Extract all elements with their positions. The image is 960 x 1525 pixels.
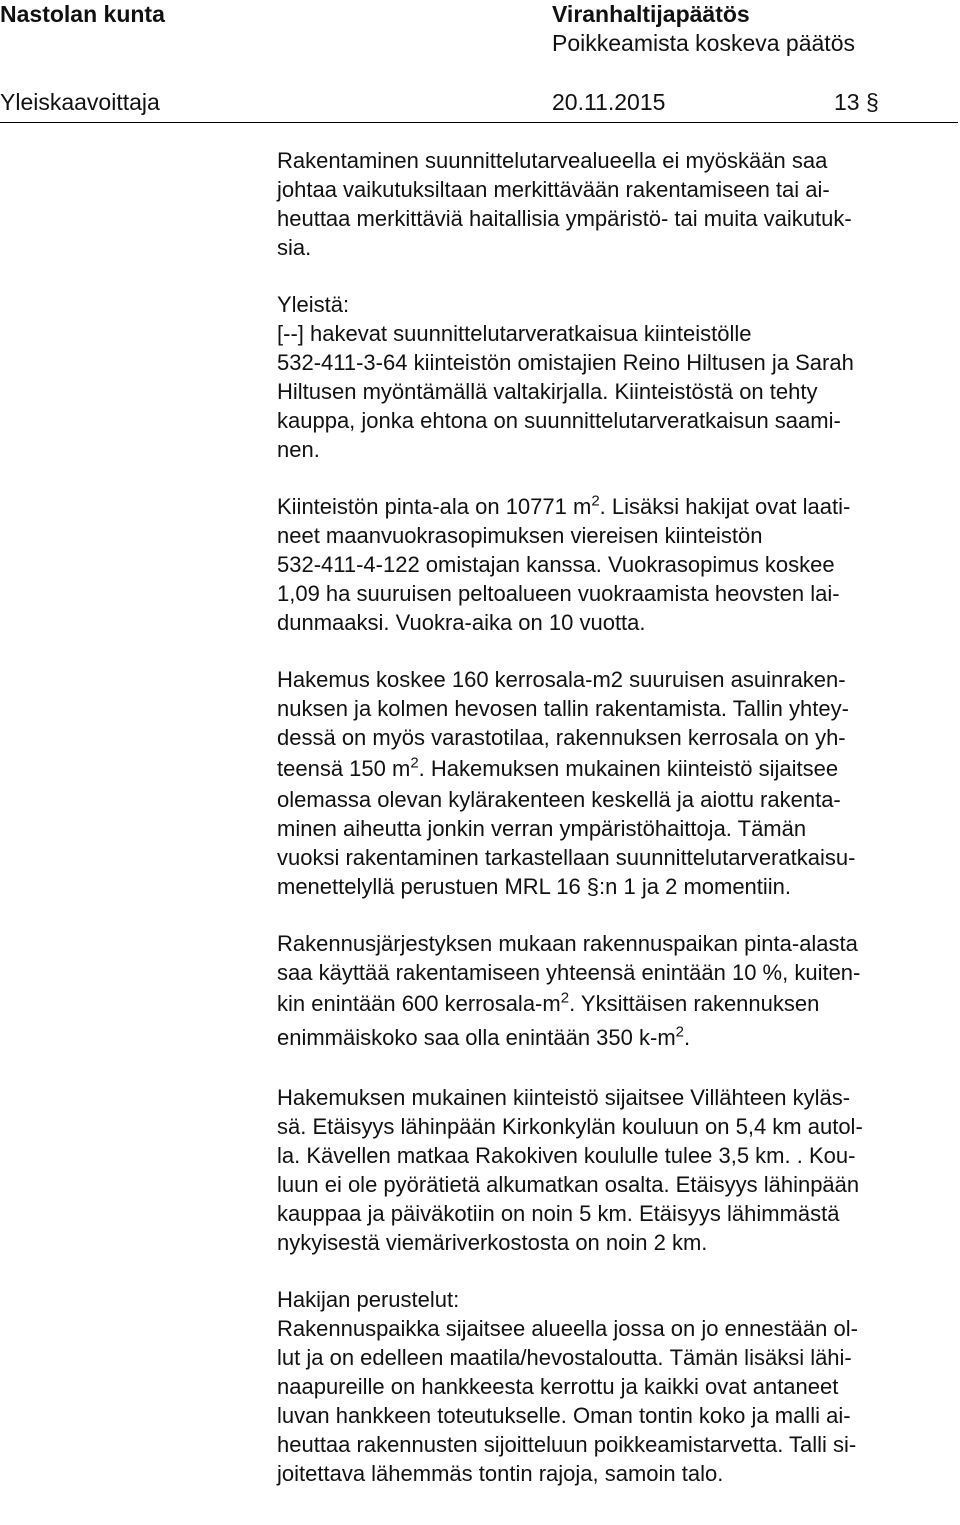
text-line: neet maanvuokrasopimuksen viereisen kiinteistön — [277, 523, 763, 548]
text-run: teensä 150 m — [277, 756, 411, 781]
text-line: johtaa vaikutuksiltaan merkittävään rakentamiseen tai ai- — [277, 177, 830, 202]
text-line: luvan hankkeen toteutukselle. Oman tontin koko ja malli ai- — [277, 1403, 851, 1428]
text-line: dunmaaksi. Vuokra-aika on 10 vuotta. — [277, 610, 646, 635]
text-line: dessä on myös varastotilaa, rakennuksen kerrosala on yh- — [277, 725, 846, 750]
paragraph-1 — [277, 146, 949, 262]
text-line: vuoksi rakentaminen tarkastellaan suunnittelutarveratkaisu- — [277, 845, 856, 870]
text-line: 532-411-3-64 kiinteistön omistajien Reino Hiltusen ja Sarah — [277, 350, 854, 375]
paragraph-general — [277, 290, 949, 464]
text-line: luun ei ole pyörätietä alkumatkan osalta. Etäisyys lähinpään — [277, 1172, 860, 1197]
text-line: joitettava lähemmäs tontin rajoja, samoin talo. — [277, 1461, 724, 1486]
text-line: 532-411-4-122 omistajan kanssa. Vuokrasopimus koskee — [277, 552, 835, 577]
paragraph-applicant-reasons — [277, 1285, 949, 1488]
superscript: 2 — [560, 989, 570, 1007]
text-line: naapureille on hankkeesta kerrottu ja kaikki ovat antaneet — [277, 1374, 839, 1399]
text-run: . Lisäksi hakijat ovat laati- — [599, 494, 851, 519]
text-run: . — [684, 1025, 691, 1050]
text-line: Rakentaminen suunnittelutarvealueella ei myöskään saa — [277, 148, 828, 173]
paragraph-application — [277, 665, 949, 901]
text-line: heuttaa merkittäviä haitallisia ympäristö- tai muita vaikutuk- — [277, 206, 852, 231]
text-run: . Yksittäisen rakennuksen — [569, 991, 820, 1016]
text-run: enimmäiskoko saa olla enintään 350 k-m — [277, 1025, 676, 1050]
text-run: :n 1 ja 2 momentiin. — [599, 874, 792, 899]
text-line: Rakennusjärjestyksen mukaan rakennuspaikan pinta-alasta — [277, 931, 858, 956]
text-line: kauppa, jonka ehtona on suunnittelutarveratkaisun saami- — [277, 408, 841, 433]
text-line: [--] hakevat suunnittelutarveratkaisua kiinteistölle — [277, 321, 752, 346]
text-line: sia. — [277, 235, 312, 260]
decision-date: 20.11.2015 — [552, 89, 666, 115]
text-line: nuksen ja kolmen hevosen tallin rakentamista. Tallin yhtey- — [277, 696, 849, 721]
section-number — [834, 89, 879, 115]
text-line — [277, 492, 949, 521]
text-line: Rakennuspaikka sijaitsee alueella jossa on jo ennestään ol- — [277, 1316, 858, 1341]
text-line: nykyisestä viemäriverkostosta on noin 2 km. — [277, 1230, 708, 1255]
text-line — [277, 872, 949, 901]
organization-name: Nastolan kunta — [0, 1, 165, 27]
text-line: Hakemuksen mukainen kiinteistö sijaitsee Villähteen kyläs- — [277, 1085, 851, 1110]
section-number-value: 13 — [834, 89, 860, 115]
text-line: Hakemus koskee 160 kerrosala-m2 suuruisen asuinraken- — [277, 667, 846, 692]
text-run: kin enintään 600 kerrosala-m — [277, 991, 561, 1016]
text-line: nen. — [277, 437, 320, 462]
superscript: 2 — [410, 754, 419, 772]
text-run: menettelyllä perustuen MRL 16 — [277, 874, 587, 899]
text-line: minen aiheutta jonkin verran ympäristöhaittoja. Tämän — [277, 816, 807, 841]
superscript: 2 — [591, 492, 600, 510]
text-line — [277, 987, 949, 1021]
text-line: sä. Etäisyys lähinpään Kirkonkylän kouluun on 5,4 km autol- — [277, 1114, 863, 1139]
text-run: Kiinteistön pinta-ala on 10771 m — [277, 494, 592, 519]
document-subtitle: Poikkeamista koskeva päätös — [552, 30, 855, 56]
author-role: Yleiskaavoittaja — [0, 89, 160, 115]
decision-body — [277, 146, 949, 1488]
document-type: Viranhaltijapäätös — [552, 1, 750, 27]
text-line — [277, 1021, 949, 1055]
superscript: 2 — [675, 1023, 684, 1041]
paragraph-location — [277, 1083, 949, 1257]
text-run: . Hakemuksen mukainen kiinteistö sijaitsee — [418, 756, 839, 781]
text-line: heuttaa rakennusten sijoitteluun poikkeamistarvetta. Talli si- — [277, 1432, 857, 1457]
section-heading-general: Yleistä: — [277, 292, 350, 317]
text-line: la. Kävellen matkaa Rakokiven koululle tulee 3,5 km. . Kou- — [277, 1143, 856, 1168]
text-line — [277, 752, 949, 785]
text-line: kauppaa ja päiväkotiin on noin 5 km. Etäisyys lähimmästä — [277, 1201, 840, 1226]
text-line: saa käyttää rakentamiseen yhteensä enintään 10 %, kuiten- — [277, 960, 861, 985]
header-divider — [0, 122, 958, 123]
text-line: lut ja on edelleen maatila/hevostalouttа. Tämän lisäksi lähi- — [277, 1345, 852, 1370]
text-line: olemassa olevan kylärakenteen keskellä ja aiottu rakenta- — [277, 787, 841, 812]
section-sign: § — [586, 874, 600, 899]
section-heading-applicant-reasons: Hakijan perustelut: — [277, 1287, 460, 1312]
text-line: Hiltusen myöntämällä valtakirjalla. Kiinteistöstä on tehty — [277, 379, 818, 404]
text-line: 1,09 ha suuruisen peltoalueen vuokraamista heovsten lai- — [277, 581, 840, 606]
section-sign: § — [865, 89, 879, 115]
paragraph-property-area — [277, 492, 949, 637]
paragraph-building-regulations — [277, 929, 949, 1055]
